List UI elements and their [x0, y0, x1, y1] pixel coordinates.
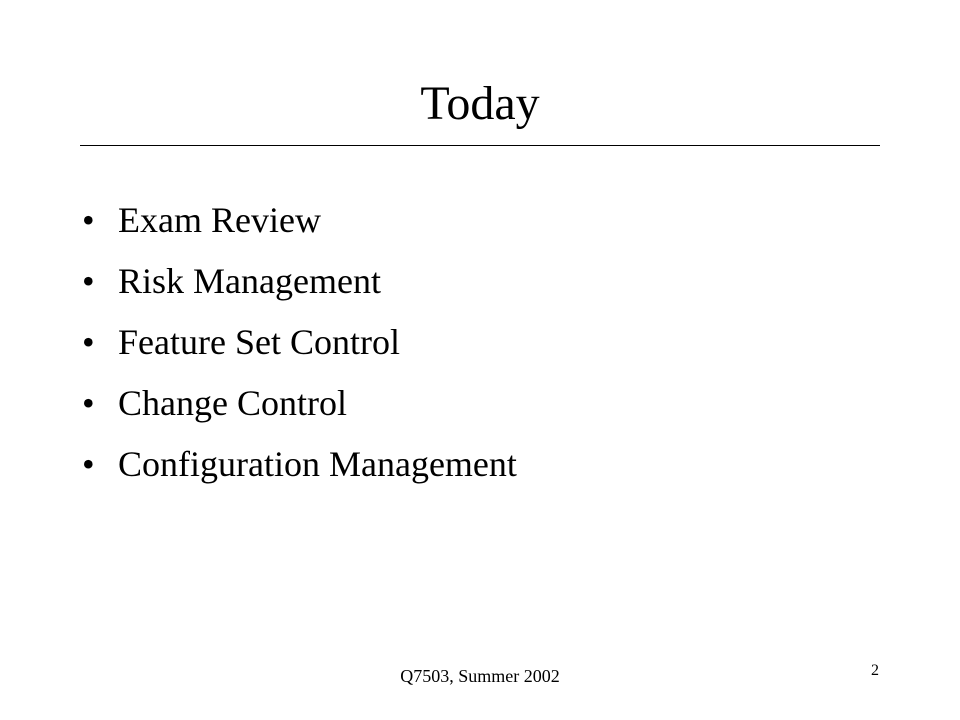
page-number: 2 [871, 662, 879, 679]
bullet-item [82, 434, 517, 495]
bullet-list [82, 190, 517, 495]
bullet-text: Change Control [118, 383, 347, 423]
bullet-item [82, 373, 517, 434]
slide-footer: Q7503, Summer 2002 [400, 666, 560, 686]
title-divider [80, 145, 880, 146]
slide-title: Today [420, 77, 540, 130]
bullet-icon: • [82, 261, 95, 301]
bullet-text: Risk Management [118, 261, 381, 301]
bullet-item [82, 312, 517, 373]
bullet-icon: • [82, 200, 95, 240]
bullet-item [82, 251, 517, 312]
bullet-icon: • [82, 322, 95, 362]
bullet-text: Feature Set Control [118, 322, 400, 362]
bullet-icon: • [82, 444, 95, 484]
bullet-icon: • [82, 383, 95, 423]
bullet-item [82, 190, 517, 251]
bullet-text: Exam Review [118, 200, 321, 240]
bullet-text: Configuration Management [118, 444, 517, 484]
